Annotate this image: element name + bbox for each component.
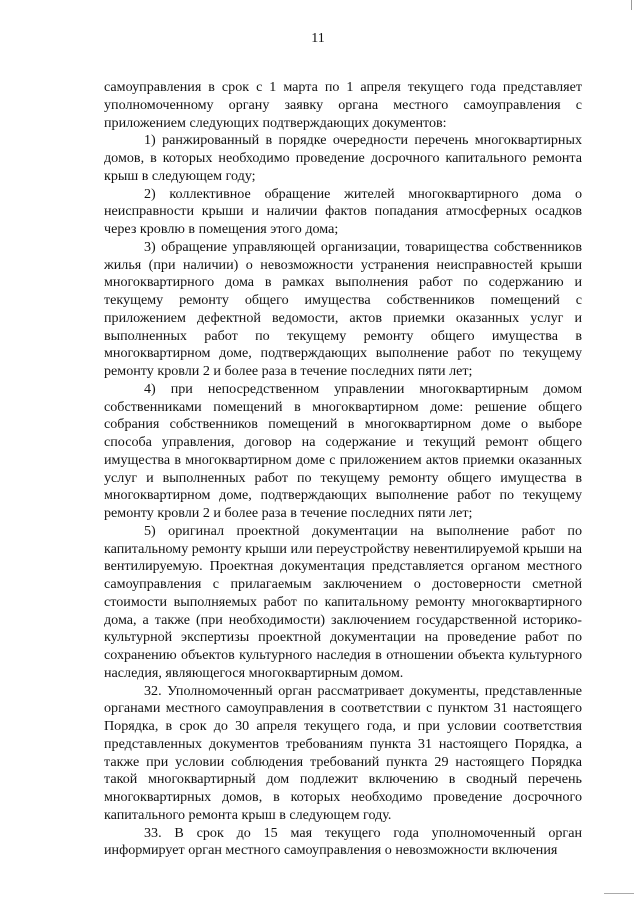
paragraph-item-1: 1) ранжированный в порядке очередности перечень многоквартирных домов, в которых необходимо проведение досрочного капитального ремонта крыш в следующем году; xyxy=(104,132,582,184)
document-body xyxy=(104,79,582,860)
paragraph-item-5: 5) оригинал проектной документации на выполнение работ по капитальному ремонту крыши или переустройству невентилируемой крыши на вентилируемую. Проектная документация представляется органом местного самоуправления с прилагаемым заключением о достоверности сметной стоимости выполняемых работ по капитальному ремонту многоквартирного дома, а также (при необходимости) заключением государственной историко-культурной экспертизы проектной документации на проведение работ по сохранению объектов культурного наследия в отношении объекта культурного наследия, являющегося многоквартирным домом. xyxy=(104,522,582,681)
paragraph-continuation: самоуправления в срок с 1 марта по 1 апреля текущего года представляет уполномоченному органу заявку органа местного самоуправления с приложением следующих подтверждающих документов: xyxy=(104,79,582,131)
paragraph-33: 33. В срок до 15 мая текущего года уполномоченный орган информирует орган местного самоуправления о невозможности включения xyxy=(104,824,582,859)
page-number: 11 xyxy=(311,31,325,46)
paragraph-item-3: 3) обращение управляющей организации, товарищества собственников жилья (при наличии) о невозможности устранения неисправностей крыши многоквартирного дома в рамках выполнения работ по содержанию и текущему ремонту общего имущества собственников помещений с приложением дефектной ведомости, актов приемки оказанных услуг и выполненных работ по текущему ремонту общего имущества в многоквартирном доме, подтверждающих выполнение работ по текущему ремонту кровли 2 и более раза в течение последних пяти лет; xyxy=(104,238,582,379)
scan-edge-mark-bottom xyxy=(604,893,634,894)
paragraph-32: 32. Уполномоченный орган рассматривает документы, представленные органами местного самоуправления в соответствии с пунктом 31 настоящего Порядка, в срок до 30 апреля текущего года, и при условии соответствия представленных документов требованиям пункта 31 настоящего Порядка, а также при условии соблюдения требований пункта 29 настоящего Порядка такой многоквартирный дом подлежит включению в сводный перечень многоквартирных домов, в которых необходимо проведение досрочного капитального ремонта крыш в следующем году. xyxy=(104,682,582,823)
scan-edge-mark xyxy=(625,0,632,10)
paragraph-item-2: 2) коллективное обращение жителей многоквартирного дома о неисправности крыши и наличии фактов попадания атмосферных осадков через кровлю в помещения этого дома; xyxy=(104,185,582,237)
paragraph-item-4: 4) при непосредственном управлении многоквартирным домом собственниками помещений в многоквартирном доме: решение общего собрания собственников помещений в многоквартирном доме о выборе способа управления, договор на содержание и текущий ремонт общего имущества в многоквартирном доме с приложением актов приемки оказанных услуг и выполненных работ по текущему ремонту общего имущества в многоквартирном доме, подтверждающих выполнение работ по текущему ремонту кровли 2 и более раза в течение последних пяти лет; xyxy=(104,380,582,521)
